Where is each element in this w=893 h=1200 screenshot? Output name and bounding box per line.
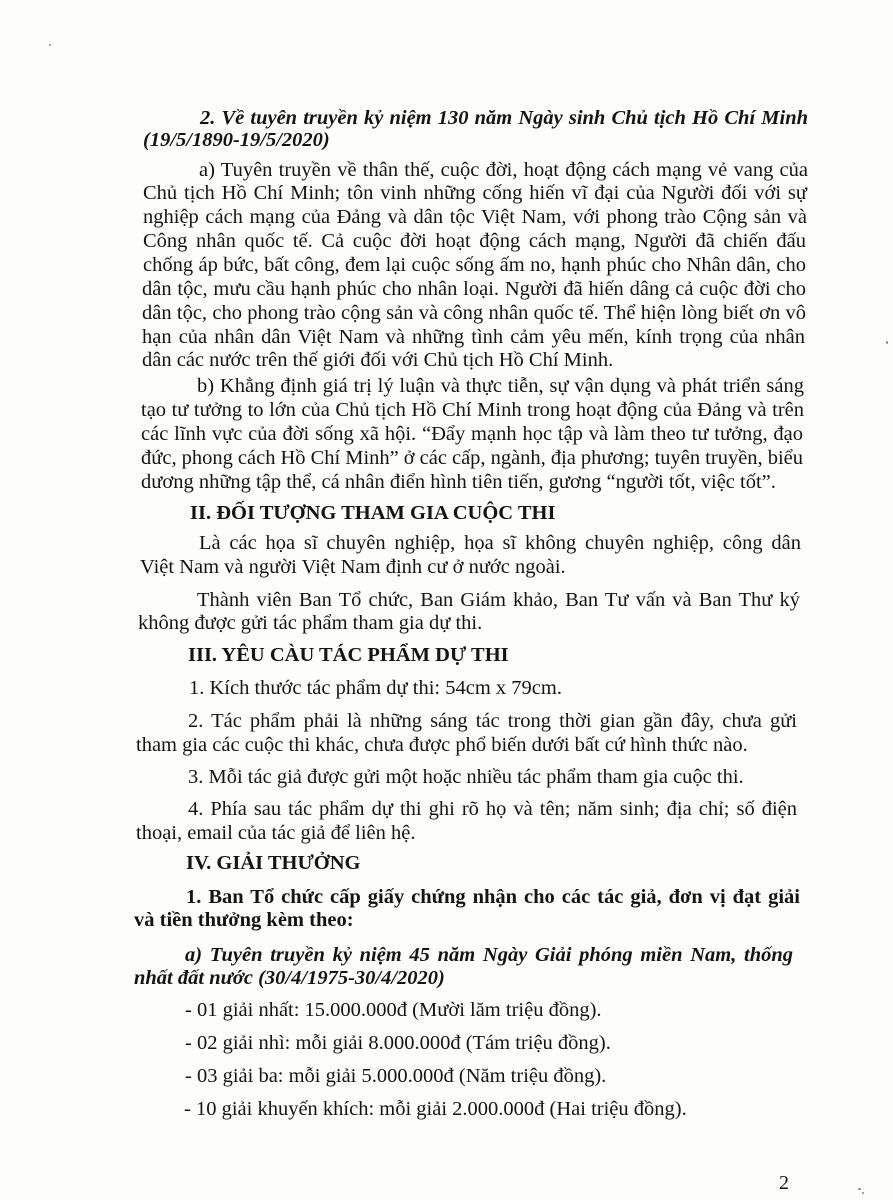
section-ii-heading: II. ĐỐI TƯỢNG THAM GIA CUỘC THI bbox=[190, 502, 556, 524]
scan-speck bbox=[858, 1188, 861, 1190]
award-category-heading: a) Tuyên truyền kỷ niệm 45 năm Ngày Giải phóng miền Nam, thống bbox=[185, 944, 793, 966]
requirement-item: 1. Kích thước tác phẩm dự thi: 54cm x 79cm. bbox=[189, 677, 562, 699]
paragraph-a-line: a) Tuyên truyền về thân thế, cuộc đời, hoạt động cách mạng vẻ vang của bbox=[199, 159, 808, 181]
paragraph-a-line: dân các nước trên thế giới đối với Chủ tịch Hồ Chí Minh. bbox=[142, 349, 614, 371]
section-ii-paragraph-line: Thành viên Ban Tổ chức, Ban Giám khảo, Ban Tư vấn và Ban Thư ký bbox=[197, 589, 800, 611]
paragraph-b-line: các lĩnh vực của đời sống xã hội. “Đẩy mạnh học tập và làm theo tư tưởng, đạo bbox=[141, 423, 803, 445]
paragraph-a-line: Chủ tịch Hồ Chí Minh; tôn vinh những cống hiến vĩ đại của Người đối với sự bbox=[143, 182, 807, 204]
prize-item: - 01 giải nhất: 15.000.000đ (Mười lăm triệu đồng). bbox=[185, 999, 602, 1021]
requirement-item: 2. Tác phẩm phải là những sáng tác trong thời gian gần đây, chưa gửi bbox=[188, 710, 797, 732]
section-iii-heading: III. YÊU CÀU TÁC PHẨM DỰ THI bbox=[188, 644, 509, 666]
paragraph-b-line: b) Khẳng định giá trị lý luận và thực tiễn, sự vận dụng và phát triển sáng bbox=[197, 375, 804, 397]
award-clause: và tiền thưởng kèm theo: bbox=[134, 909, 354, 931]
paragraph-b-line: tạo tư tưởng to lớn của Chủ tịch Hồ Chí Minh trong hoạt động của Đảng và trên bbox=[141, 399, 804, 421]
paragraph-a-line: hạn của nhân dân Việt Nam và những tình cảm yêu mến, kính trọng của nhân bbox=[142, 326, 805, 348]
page-number: 2 bbox=[779, 1172, 789, 1194]
paragraph-b-line: dương những tập thể, cá nhân điển hình tiên tiến, gương “người tốt, việc tốt”. bbox=[141, 471, 776, 493]
paragraph-a-line: dân tộc, cho phong trào cộng sản và công nhân quốc tế. Thể hiện lòng biết ơn vô bbox=[142, 302, 806, 324]
prize-item: - 10 giải khuyến khích: mỗi giải 2.000.000đ (Hai triệu đồng). bbox=[184, 1098, 687, 1120]
requirement-item: 4. Phía sau tác phẩm dự thi ghi rõ họ và tên; năm sinh; địa chỉ; số điện bbox=[188, 798, 797, 820]
requirement-item: 3. Mỗi tác giả được gửi một hoặc nhiều tác phẩm tham gia cuộc thi. bbox=[188, 766, 744, 788]
award-category-heading: nhất đất nước (30/4/1975-30/4/2020) bbox=[134, 967, 445, 989]
paragraph-b-line: đức, phong cách Hồ Chí Minh” ở các cấp, ngành, địa phương; tuyên truyền, biểu bbox=[141, 447, 803, 469]
scan-speck bbox=[886, 341, 888, 344]
requirement-item: tham gia các cuộc thi khác, chưa được phổ biến dưới bất cứ hình thức nào. bbox=[136, 734, 748, 756]
section-2-heading: 2. Về tuyên truyền kỷ niệm 130 năm Ngày sinh Chủ tịch Hồ Chí Minh bbox=[200, 107, 808, 129]
section-ii-paragraph-line: không được gửi tác phẩm tham gia dự thi. bbox=[138, 612, 483, 634]
prize-item: - 02 giải nhì: mỗi giải 8.000.000đ (Tám triệu đồng). bbox=[185, 1032, 611, 1054]
requirement-item: thoại, email của tác giả để liên hệ. bbox=[136, 822, 416, 844]
paragraph-a-line: nghiệp cách mạng của Đảng và dân tộc Việt Nam, với phong trào Cộng sản và bbox=[143, 206, 807, 228]
paragraph-a-line: chống áp bức, bất công, đem lại cuộc sống ấm no, hạnh phúc cho Nhân dân, cho bbox=[143, 254, 806, 276]
section-ii-paragraph-line: Là các họa sĩ chuyên nghiệp, họa sĩ không chuyên nghiệp, công dân bbox=[199, 532, 801, 554]
scan-speck bbox=[862, 1192, 864, 1194]
section-ii-paragraph-line: Việt Nam và người Việt Nam định cư ở nước ngoài. bbox=[140, 556, 566, 578]
award-clause: 1. Ban Tổ chức cấp giấy chứng nhận cho các tác giả, đơn vị đạt giải bbox=[186, 886, 800, 908]
paragraph-a-line: Công nhân quốc tế. Cả cuộc đời hoạt động cách mạng, Người đã chiến đấu bbox=[143, 230, 806, 252]
section-2-heading-dates: (19/5/1890-19/5/2020) bbox=[143, 129, 330, 151]
section-iv-heading: IV. GIẢI THƯỞNG bbox=[186, 852, 361, 874]
paragraph-a-line: dân tộc, mưu cầu hạnh phúc cho nhân loại. Người đã hiến dâng cả cuộc đời cho bbox=[142, 278, 806, 300]
prize-item: - 03 giải ba: mỗi giải 5.000.000đ (Năm triệu đồng). bbox=[185, 1065, 607, 1087]
scan-speck bbox=[49, 44, 51, 46]
